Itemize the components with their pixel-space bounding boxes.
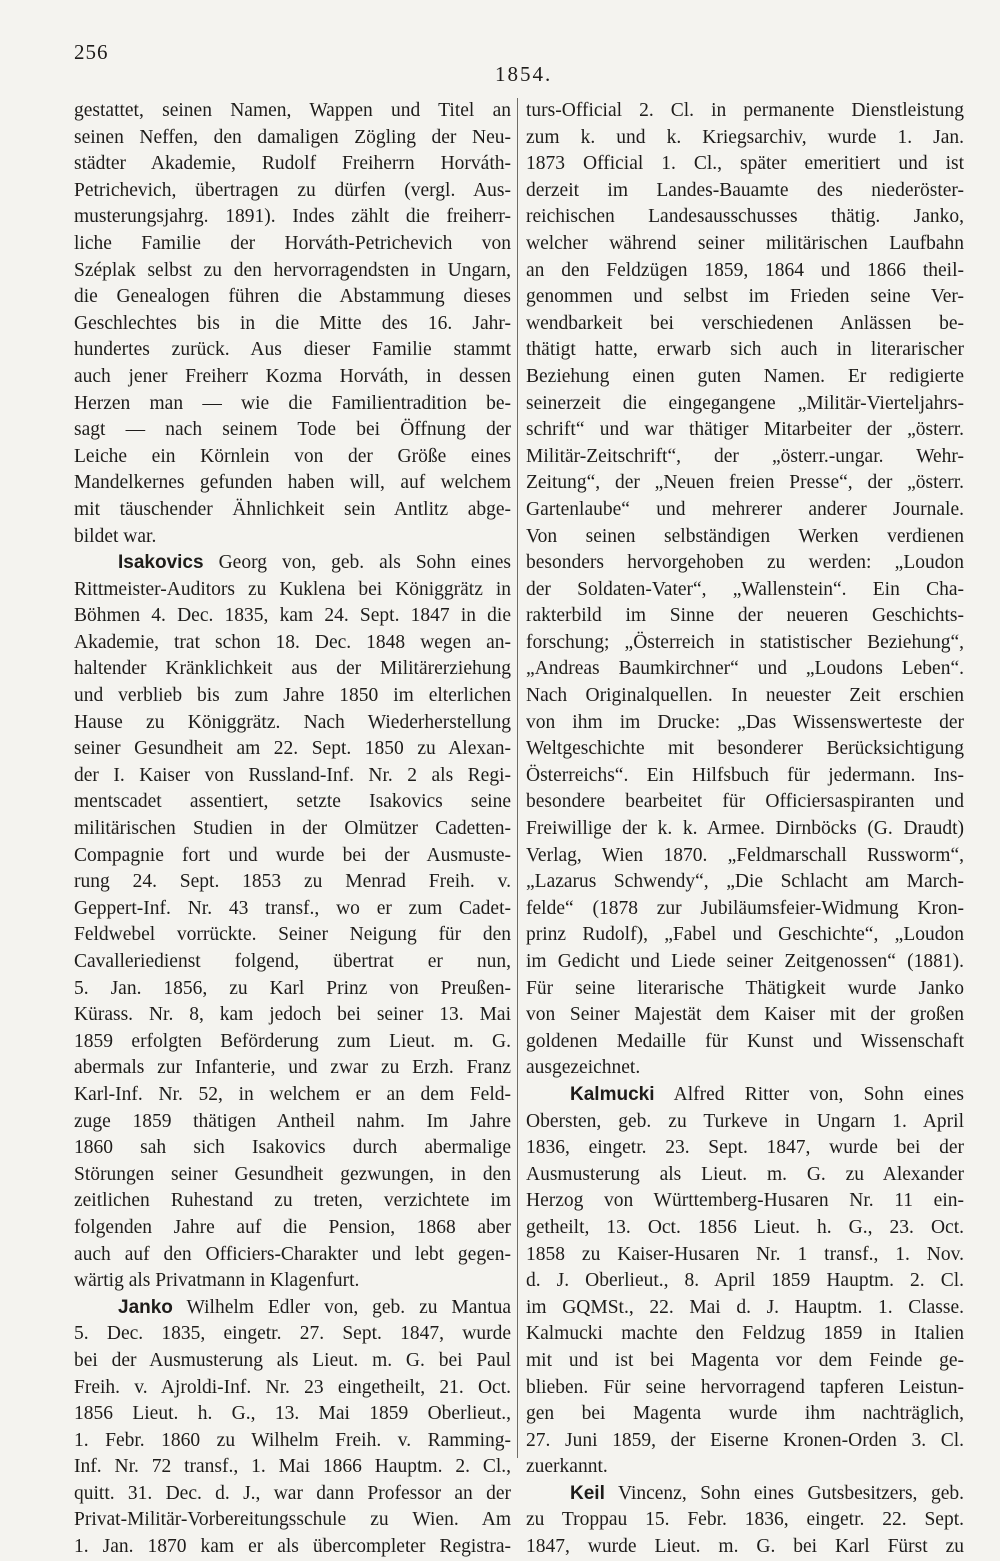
text-line: Alfred Ritter von, Sohn eines — [673, 1083, 964, 1105]
text-line: von Seiner Majestät dem Kaiser mit der großen — [526, 1004, 964, 1026]
entry-heading-line — [526, 1082, 964, 1109]
text-line: Leiche ein Körnlein von der Größe eines — [74, 445, 511, 467]
text-line: Georg von, geb. als Sohn eines — [218, 552, 512, 574]
text-line: Für seine literarische Thätigkeit wurde Janko — [526, 977, 964, 999]
text-line: 1873 Official 1. Cl., später emeritiert und ist — [526, 153, 964, 175]
text-line: zeitlichen Ruhestand zu treten, verzichtete im — [74, 1190, 511, 1212]
text-line: Compagnie fort und wurde bei der Ausmuste- — [74, 844, 511, 866]
text-line: 5. Jan. 1856, zu Karl Prinz von Preußen- — [74, 977, 511, 999]
text-line: auch jener Freiherr Kozma Horváth, in dessen — [74, 365, 511, 387]
text-line: Militär-Zeitschrift“, der „österr.-ungar. Wehr- — [526, 445, 964, 467]
text-line: an den Feldzügen 1859, 1864 und 1866 theil- — [526, 259, 964, 281]
text-line: Kalmucki machte den Feldzug 1859 in Italien — [526, 1323, 964, 1345]
text-line: Ausmusterung als Lieut. m. G. zu Alexander — [526, 1163, 964, 1185]
text-line: haltender Kränklichkeit aus der Militärerziehung — [74, 658, 511, 680]
text-line: 1856 Lieut. h. G., 13. Mai 1859 Oberlieut., — [74, 1403, 511, 1425]
text-line: Freih. v. Ajroldi-Inf. Nr. 23 eingetheilt, 21. Oct. — [74, 1376, 511, 1398]
text-line: Beziehung einen guten Namen. Er redigierte — [526, 365, 964, 387]
text-line: militärischen Studien in der Olmützer Cadetten- — [74, 818, 511, 840]
text-line: blieben. Für seine hervorragend tapferen Leistun- — [526, 1376, 964, 1398]
text-line: seiner Gesundheit am 22. Sept. 1850 zu Alexan- — [74, 738, 511, 760]
text-line: und verblieb bis zum Jahre 1850 im elterlichen — [74, 685, 511, 707]
text-line: quitt. 31. Dec. d. J., war dann Professor an der — [74, 1482, 511, 1504]
text-line: wendbarkeit bei verschiedenen Anlässen be- — [526, 312, 964, 334]
entry-heading-line — [74, 550, 511, 577]
text-line: mit täuschender Ähnlichkeit sein Antlitz abge- — [74, 498, 511, 520]
text-line: getheilt, 13. Oct. 1856 Lieut. h. G., 23. Oct. — [526, 1216, 964, 1238]
text-line: 1836, eingetr. 23. Sept. 1847, wurde bei der — [526, 1137, 964, 1159]
text-line: Karl-Inf. Nr. 52, in welchem er an dem Feld- — [74, 1083, 511, 1105]
text-line: 5. Dec. 1835, eingetr. 27. Sept. 1847, wurde — [74, 1323, 511, 1345]
text-line: 1. Jan. 1870 kam er als übercompleter Registra- — [74, 1536, 511, 1558]
text-line: „Lazarus Schwendy“, „Die Schlacht am March- — [526, 871, 964, 893]
text-line: Störungen seiner Gesundheit gezwungen, in den — [74, 1163, 511, 1185]
text-line: 1. Febr. 1860 zu Wilhelm Freih. v. Ramming- — [74, 1429, 511, 1451]
text-line: Gartenlaube“ und mehrerer anderer Journale. — [526, 498, 964, 520]
text-line: Geschlechtes bis in die Mitte des 16. Jahr- — [74, 312, 511, 334]
entry-name-keil: Keil — [570, 1482, 605, 1504]
text-line: von ihm im Drucke: „Das Wissenswerteste der — [526, 711, 964, 733]
text-line: zuerkannt. — [526, 1456, 608, 1478]
right-column — [526, 98, 964, 1561]
text-line: Nach Originalquellen. In neuester Zeit erschien — [526, 685, 964, 707]
page-number: 256 — [74, 40, 109, 64]
text-line: zuge 1859 thätigen Antheil nahm. Im Jahre — [74, 1110, 511, 1132]
text-line: „Andreas Baumkirchner“ und „Loudons Leben“. — [526, 658, 964, 680]
entry-heading-line — [74, 1295, 511, 1322]
column-divider — [517, 98, 518, 1458]
text-line: Herzog von Württemberg-Husaren Nr. 11 ein- — [526, 1190, 964, 1212]
text-line: Hause zu Königgrätz. Nach Wiederherstellung — [74, 711, 511, 733]
text-line: Böhmen 4. Dec. 1835, kam 24. Sept. 1847 in die — [74, 605, 511, 627]
text-line: Wilhelm Edler von, geb. zu Mantua — [186, 1296, 511, 1318]
text-line: prinz Rudolf), „Fabel und Geschichte“, „Loudon — [526, 924, 964, 946]
text-line: seinen Neffen, den damaligen Zögling der Neu- — [74, 126, 511, 148]
text-line: thätigt hatte, erwarb sich auch in literarischer — [526, 339, 964, 361]
text-line: Herzen man — wie die Familientradition be- — [74, 392, 511, 414]
text-line: gestattet, seinen Namen, Wappen und Titel an — [74, 100, 511, 121]
entry-name-janko: Janko — [118, 1296, 173, 1318]
text-line: städter Akademie, Rudolf Freiherrn Horváth- — [74, 153, 511, 175]
entry-heading-line — [526, 1481, 964, 1508]
text-line: Rittmeister-Auditors zu Kuklena bei Königgrätz in — [74, 578, 511, 600]
entry-name-isakovics: Isakovics — [118, 552, 204, 574]
text-line: die Genealogen führen die Abstammung dieses — [74, 286, 511, 308]
left-column — [74, 98, 511, 1561]
text-line: mit und ist bei Magenta vor dem Feinde ge- — [526, 1349, 964, 1371]
text-line: Mandelkernes gefunden haben will, auf welchem — [74, 472, 511, 494]
text-line: forschung; „Österreich in statistischer Beziehung“, — [526, 631, 964, 653]
text-line: wärtig als Privatmann in Klagenfurt. — [74, 1270, 360, 1292]
text-line: Obersten, geb. zu Turkeve in Ungarn 1. April — [526, 1110, 964, 1132]
text-line: Vincenz, Sohn eines Gutsbesitzers, geb. — [618, 1482, 964, 1504]
text-line: Freiwillige der k. k. Armee. Dirnböcks (G. Draudt) — [526, 818, 964, 840]
text-line: turs-Official 2. Cl. in permanente Dienstleistung — [526, 100, 964, 121]
text-line: liche Familie der Horváth-Petrichevich von — [74, 232, 511, 254]
text-line: folgenden Jahre auf die Pension, 1868 aber — [74, 1216, 511, 1238]
text-line: rakterbild im Sinne der neueren Geschichts- — [526, 605, 964, 627]
text-line: rung 24. Sept. 1853 zu Menrad Freih. v. — [74, 871, 511, 893]
text-line: 1859 erfolgten Beförderung zum Lieut. m. G. — [74, 1030, 511, 1052]
text-line: Weltgeschichte mit besonderer Berücksichtigung — [526, 738, 964, 760]
text-line: Széplak selbst zu den hervorragendsten in Ungarn, — [74, 259, 511, 281]
text-line: Cavalleriedienst folgend, übertrat er nun, — [74, 951, 511, 972]
text-line: besonders hervorgehoben zu werden: „Loudon — [526, 552, 964, 574]
text-line: im GQMSt., 22. Mai d. J. Hauptm. 1. Classe. — [526, 1296, 964, 1318]
running-head-year: 1854. — [495, 62, 553, 86]
text-line: ausgezeichnet. — [526, 1057, 641, 1079]
text-line: Petrichevich, übertragen zu dürfen (vergl. Aus- — [74, 179, 511, 201]
text-line: besondere bearbeitet für Officiersaspiranten und — [526, 791, 964, 813]
text-line: reichischen Landesausschusses thätig. Janko, — [526, 206, 964, 228]
text-line: Geppert-Inf. Nr. 43 transf., wo er zum Cadet- — [74, 897, 511, 919]
text-line: Österreichs“. Ein Hilfsbuch für jedermann. Ins- — [526, 764, 964, 786]
text-line: 27. Juni 1859, der Eiserne Kronen-Orden 3. Cl. — [526, 1429, 964, 1451]
text-line: 1860 sah sich Isakovics durch abermalige — [74, 1137, 511, 1159]
entry-name-kalmucki: Kalmucki — [570, 1083, 655, 1105]
text-line: Zeitung“, der „Neuen freien Presse“, der „österr. — [526, 472, 964, 494]
text-line: der I. Kaiser von Russland-Inf. Nr. 2 als Regi- — [74, 764, 511, 786]
text-line: goldenen Medaille für Kunst und Wissenschaft — [526, 1030, 964, 1052]
text-line: seinerzeit die eingegangene „Militär-Vierteljahrs- — [526, 392, 964, 414]
text-line: sagt — nach seinem Tode bei Öffnung der — [74, 419, 511, 441]
text-line: zum k. und k. Kriegsarchiv, wurde 1. Jan. — [526, 126, 964, 148]
text-line: d. J. Oberlieut., 8. April 1859 Hauptm. 2. Cl. — [526, 1270, 964, 1292]
text-line: zu Troppau 15. Febr. 1836, eingetr. 22. Sept. — [526, 1509, 964, 1531]
text-line: 1858 zu Kaiser-Husaren Nr. 1 transf., 1. Nov. — [526, 1243, 964, 1265]
text-line: welcher während seiner militärischen Laufbahn — [526, 232, 964, 254]
text-line: der Soldaten-Vater“, „Wallenstein“. Ein Cha- — [526, 578, 964, 600]
text-line: felde“ (1878 zur Jubiläumsfeier-Widmung Kron- — [526, 897, 964, 919]
text-line: abermals zur Infanterie, und zwar zu Erzh. Franz — [74, 1057, 511, 1079]
text-line: im Gedicht und Liede seiner Zeitgenossen“ (1881). — [526, 951, 964, 972]
text-line: musterungsjahrg. 1891). Indes zählt die freiherr- — [74, 206, 511, 228]
text-line: schrift“ und war thätiger Mitarbeiter der „österr. — [526, 419, 964, 441]
text-line: auch auf den Officiers-Charakter und lebt gegen- — [74, 1243, 511, 1265]
text-line: Kürass. Nr. 8, kam jedoch bei seiner 13. Mai — [74, 1004, 511, 1026]
text-line: bildet war. — [74, 525, 157, 547]
text-line: hundertes zurück. Aus dieser Familie stammt — [74, 339, 511, 361]
text-line: Von seinen selbständigen Werken verdienen — [526, 525, 964, 547]
text-line: derzeit im Landes-Bauamte des niederöster- — [526, 179, 964, 201]
text-line: Inf. Nr. 72 transf., 1. Mai 1866 Hauptm. 2. Cl., — [74, 1456, 511, 1478]
text-line: Akademie, trat schon 18. Dec. 1848 wegen an- — [74, 631, 511, 653]
text-line: gen bei Magenta wurde ihm nachträglich, — [526, 1403, 964, 1425]
text-line: 1847, wurde Lieut. m. G. bei Karl Fürst zu — [526, 1536, 964, 1558]
text-line: Verlag, Wien 1870. „Feldmarschall Russworm“, — [526, 844, 964, 866]
text-line: bei der Ausmusterung als Lieut. m. G. bei Paul — [74, 1349, 511, 1371]
text-line: Feldwebel vorrückte. Seiner Neigung für den — [74, 924, 511, 946]
text-line: mentscadet assentiert, setzte Isakovics seine — [74, 791, 511, 813]
text-line: genommen und selbst im Frieden seine Ver- — [526, 286, 964, 308]
text-line: Privat-Militär-Vorbereitungsschule zu Wien. Am — [74, 1509, 511, 1531]
